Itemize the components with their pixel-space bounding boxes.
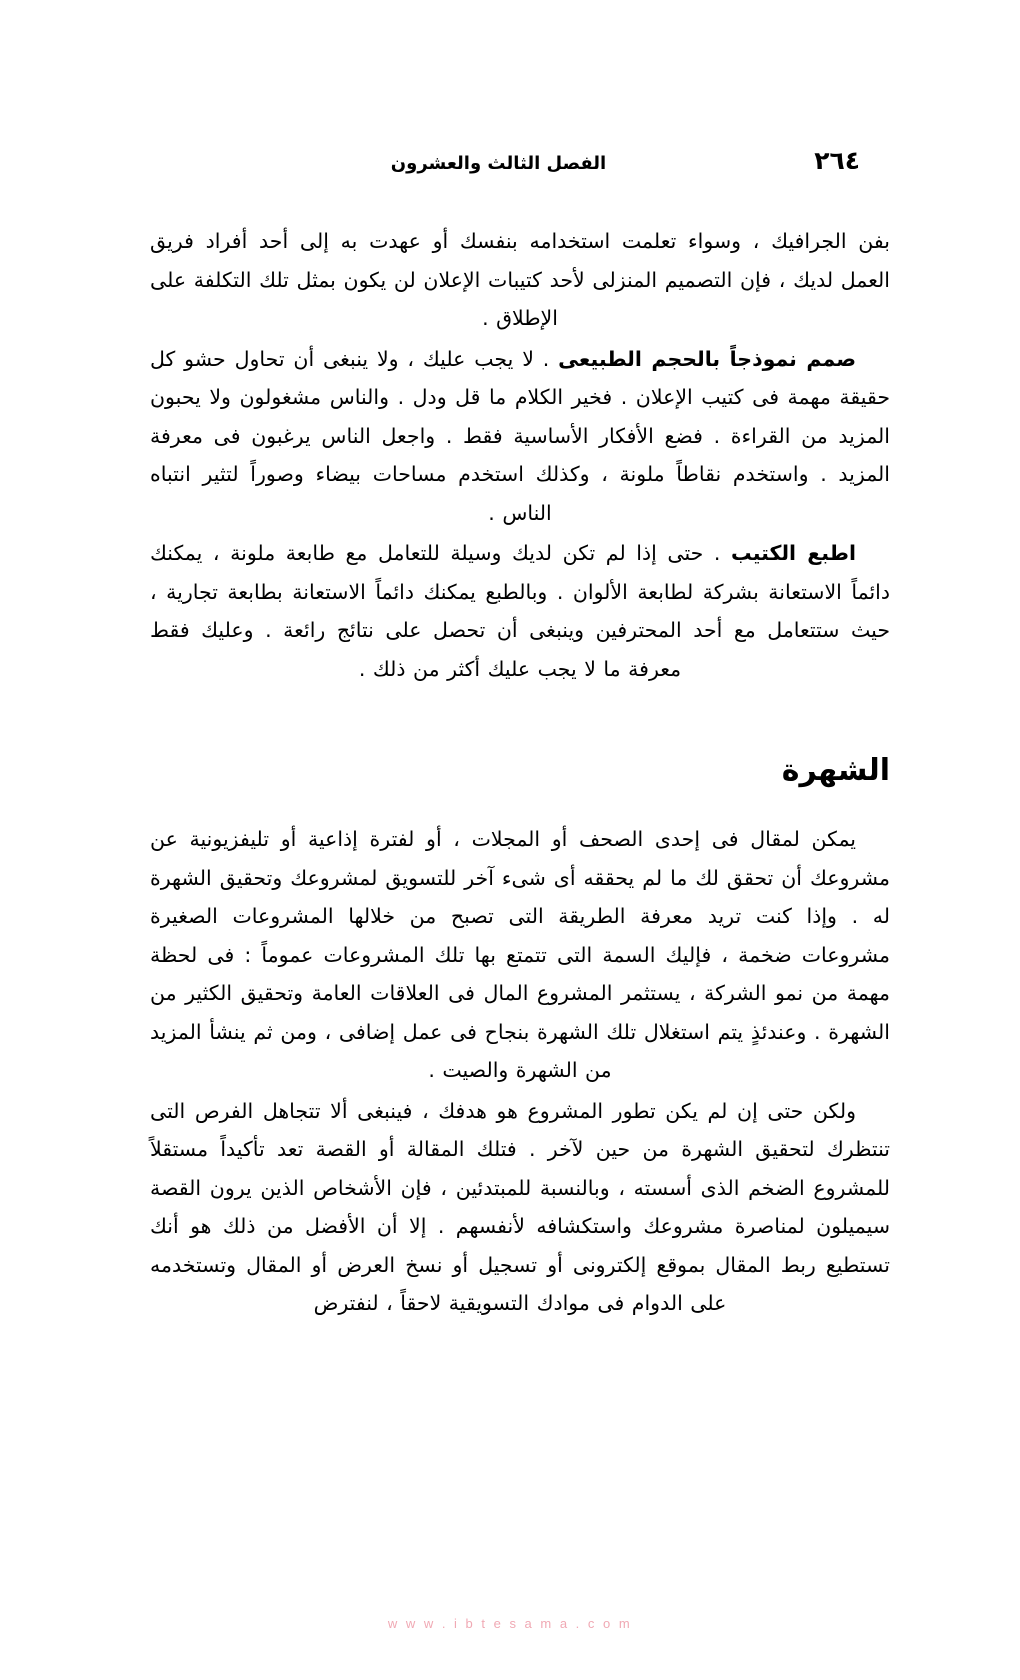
spacer bbox=[150, 786, 890, 820]
paragraph-lead: اطبع الكتيب bbox=[731, 541, 856, 565]
paragraph-lead: صمم نموذجاً بالحجم الطبيعى bbox=[558, 346, 856, 371]
spacer bbox=[150, 690, 890, 756]
paragraph: بفن الجرافيك ، وسواء تعلمت استخدامه بنفسك أو عهدت به إلى أحد أفراد فريق العمل لديك ، فإن التصميم المنزلى لأحد كتيبات الإعلان لن يكون بمثل تلك التكلفة على الإطلاق . bbox=[150, 229, 890, 330]
main-text-block bbox=[150, 222, 890, 1325]
section-heading: الشهرة bbox=[781, 753, 890, 788]
running-head bbox=[160, 148, 860, 182]
paragraph: يمكن لمقال فى إحدى الصحف أو المجلات ، أو لفترة إذاعية أو تليفزيونية عن مشروعك أن تحقق لك ما لم يحققه أى شىء آخر للتسويق لمشروعك وتحقيق الشهرة له . وإذا كنت تريد معرفة الطريقة التى تصبح من خلالها المشروعات الصغيرة مشروعات ضخمة ، فإليك السمة التى تتمتع بها تلك المشروعات عموماً : فى لحظة مهمة من نمو الشركة ، يستثمر المشروع المال فى العلاقات العامة وتحقيق الكثير من الشهرة . وعندئذٍ يتم استغلال تلك الشهرة بنجاح فى عمل إضافى ، ومن ثم ينشأ المزيد من الشهرة والصيت . bbox=[150, 827, 890, 1082]
paragraph: صمم نموذجاً بالحجم الطبيعى . لا يجب عليك ، ولا ينبغى أن تحاول حشو كل حقيقة مهمة فى كتيب الإعلان . فخير الكلام ما قل ودل . والناس مشغولون ولا يحبون المزيد من القراءة . فضع الأفكار الأساسية فقط . واجعل الناس يرغبون فى معرفة المزيد . واستخدم نقاطاً ملونة ، وكذلك استخدم مساحات بيضاء وصوراً لتثير انتباه الناس . bbox=[150, 346, 890, 525]
chapter-title: الفصل الثالث والعشرون bbox=[390, 153, 607, 174]
paragraph: ولكن حتى إن لم يكن تطور المشروع هو هدفك ، فينبغى ألا تتجاهل الفرص التى تنتظرك لتحقيق الشهرة من حين لآخر . فتلك المقالة أو القصة تعد تأكيداً مستقلاً للمشروع الضخم الذى أسسته ، وبالنسبة للمبتدئين ، فإن الأشخاص الذين يرون القصة سيميلون لمناصرة مشروعك واستكشافه لأنفسهم . إلا أن الأفضل من ذلك هو أنك تستطيع ربط المقال بموقع إلكترونى أو تسجيل أو نسخ العرض أو المقال وتستخدمه على الدوام فى موادك التسويقية لاحقاً ، لنفترض bbox=[150, 1098, 890, 1315]
paragraph: اطبع الكتيب . حتى إذا لم تكن لديك وسيلة للتعامل مع طابعة ملونة ، يمكنك دائماً الاستعانة بشركة لطابعة الألوان . وبالطبع يمكنك دائماً الاستعانة بطابعة تجارية ، حيث ستتعامل مع أحد المحترفين وينبغى أن تحصل على نتائج رائعة . وعليك فقط معرفة ما لا يجب عليك أكثر من ذلك . bbox=[150, 541, 890, 681]
page-number: ٢٦٤ bbox=[814, 146, 860, 175]
watermark: w w w . i b t e s a m a . c o m bbox=[387, 1616, 633, 1631]
